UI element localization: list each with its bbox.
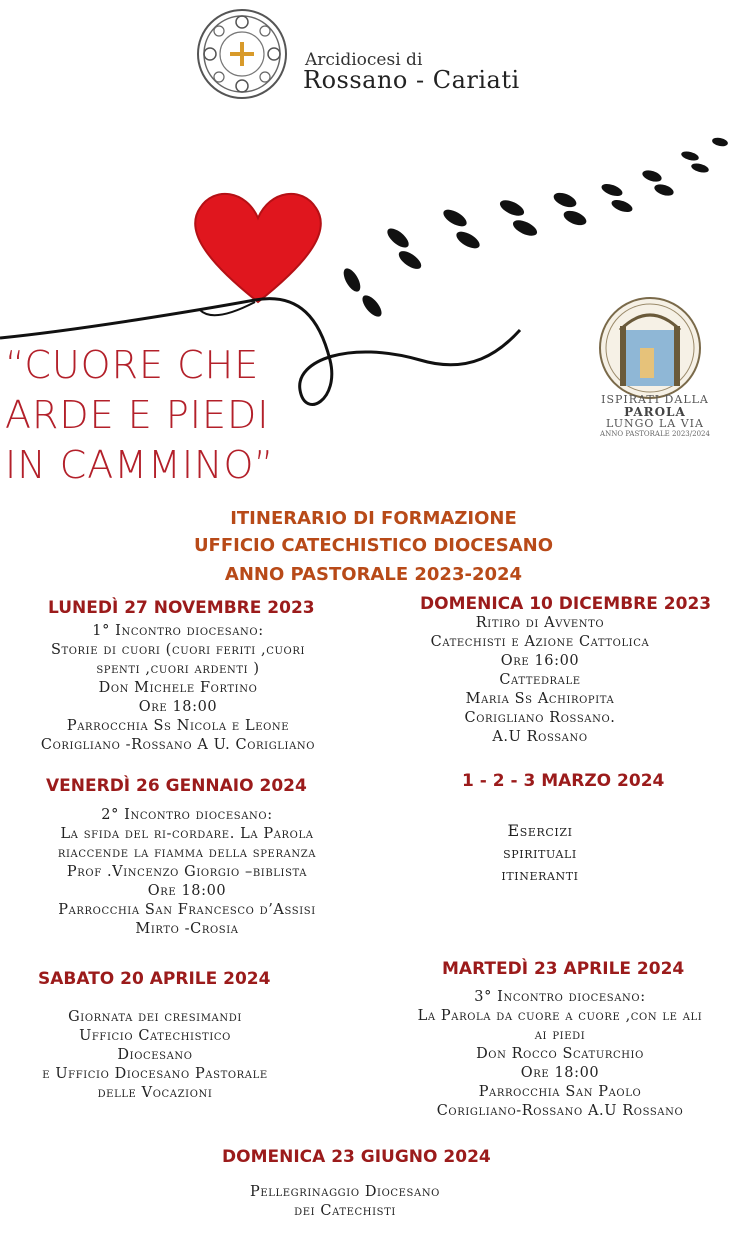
event3-line: Prof .Vincenzo Giorgio –biblista: [66, 864, 308, 880]
event1-line: 1° Incontro diocesano:: [92, 623, 264, 639]
pastoral-badge: [590, 394, 720, 439]
event1-line: Ore 18:00: [138, 699, 218, 715]
diocese-name-line2: Rossano - Cariati: [303, 66, 520, 94]
event3-line: riaccende la fiamma della speranza: [57, 845, 317, 861]
event5-date: SABATO 20 APRILE 2024: [38, 969, 271, 989]
event3-line: La sfida del ri-cordare. La Parola: [60, 826, 314, 842]
event3-date: VENERDÌ 26 GENNAIO 2024: [46, 776, 307, 796]
badge-line1: ISPIRATI DALLA: [601, 393, 709, 406]
stained-glass-icon: [600, 298, 700, 398]
event2-line: Ritiro di Avvento: [475, 615, 605, 631]
badge-line3: LUNGO LA VIA: [606, 417, 704, 430]
event3-body: [0, 806, 374, 939]
event5-line: e Ufficio Diocesano Pastorale: [42, 1066, 268, 1082]
event5-line: delle Vocazioni: [97, 1085, 213, 1101]
event7-date: DOMENICA 23 GIUGNO 2024: [222, 1147, 491, 1167]
event2-line: Cattedrale: [499, 672, 581, 688]
event6-line: Corigliano-Rossano A.U Rossano: [436, 1103, 684, 1119]
event7-line: dei Catechisti: [294, 1203, 396, 1219]
event6-line: Don Rocco Scaturchio: [476, 1046, 644, 1062]
event2-line: A.U Rossano: [492, 729, 588, 745]
event4-date: 1 - 2 - 3 MARZO 2024: [462, 771, 665, 791]
event6-body: [380, 988, 740, 1121]
event1-body: [0, 622, 356, 755]
event3-line: 2° Incontro diocesano:: [101, 807, 273, 823]
event1-date: LUNEDÌ 27 NOVEMBRE 2023: [48, 598, 315, 618]
title-line1: ITINERARIO DI FORMAZIONE: [230, 508, 517, 529]
event5-line: Diocesano: [117, 1047, 193, 1063]
event5-line: Ufficio Catechistico: [79, 1028, 231, 1044]
diocese-seal-icon: [196, 8, 288, 100]
event7-line: Pellegrinaggio Diocesano: [250, 1184, 440, 1200]
event2-date: DOMENICA 10 DICEMBRE 2023: [420, 594, 712, 614]
motto-line1: “CUORE CHE: [5, 343, 260, 387]
event6-line: Ore 18:00: [520, 1065, 600, 1081]
event4-line: Esercizi: [507, 821, 573, 840]
event1-line: Storie di cuori (cuori feriti ,cuori: [50, 642, 306, 658]
event2-body: [380, 614, 700, 747]
footprints-icon: [340, 136, 728, 319]
event1-line: Don Michele Fortino: [98, 680, 258, 696]
diocese-name-line1: Arcidiocesi di: [305, 50, 423, 70]
event6-line: La Parola da cuore a cuore ,con le ali: [417, 1008, 703, 1024]
event1-line: Corigliano -Rossano A U. Corigliano: [40, 737, 316, 753]
motto-line2: ARDE E PIEDI: [5, 393, 270, 437]
title-line3: ANNO PASTORALE 2023-2024: [224, 564, 523, 585]
event3-line: Ore 18:00: [147, 883, 227, 899]
event4-line: spirituali: [503, 843, 577, 862]
heart-icon: [195, 194, 321, 302]
event1-line: spenti ,cuori ardenti ): [96, 661, 260, 677]
event3-line: Mirto -Crosia: [135, 921, 239, 937]
event5-line: Giornata dei cresimandi: [68, 1009, 242, 1025]
event2-line: Maria Ss Achiropita: [465, 691, 615, 707]
event6-line: ai piedi: [534, 1027, 586, 1043]
title-line2: UFFICIO CATECHISTICO DIOCESANO: [193, 535, 554, 556]
motto-line3: IN CAMMINO”: [5, 443, 275, 487]
event4-body: [440, 820, 640, 886]
badge-line4: ANNO PASTORALE 2023/2024: [600, 430, 710, 438]
event7-body: [200, 1183, 490, 1221]
event2-line: Catechisti e Azione Cattolica: [430, 634, 650, 650]
motto: [5, 340, 325, 490]
event1-line: Parrocchia Ss Nicola e Leone: [66, 718, 290, 734]
event5-body: [10, 1008, 300, 1103]
event6-date: MARTEDÌ 23 APRILE 2024: [442, 959, 685, 979]
event6-line: Parrocchia San Paolo: [478, 1084, 642, 1100]
event2-line: Ore 16:00: [500, 653, 580, 669]
event3-line: Parrocchia San Francesco d’Assisi: [58, 902, 316, 918]
event6-line: 3° Incontro diocesano:: [474, 989, 646, 1005]
badge-line2: PAROLA: [624, 405, 686, 419]
event2-line: Corigliano Rossano.: [464, 710, 616, 726]
event4-line: itineranti: [501, 865, 579, 884]
